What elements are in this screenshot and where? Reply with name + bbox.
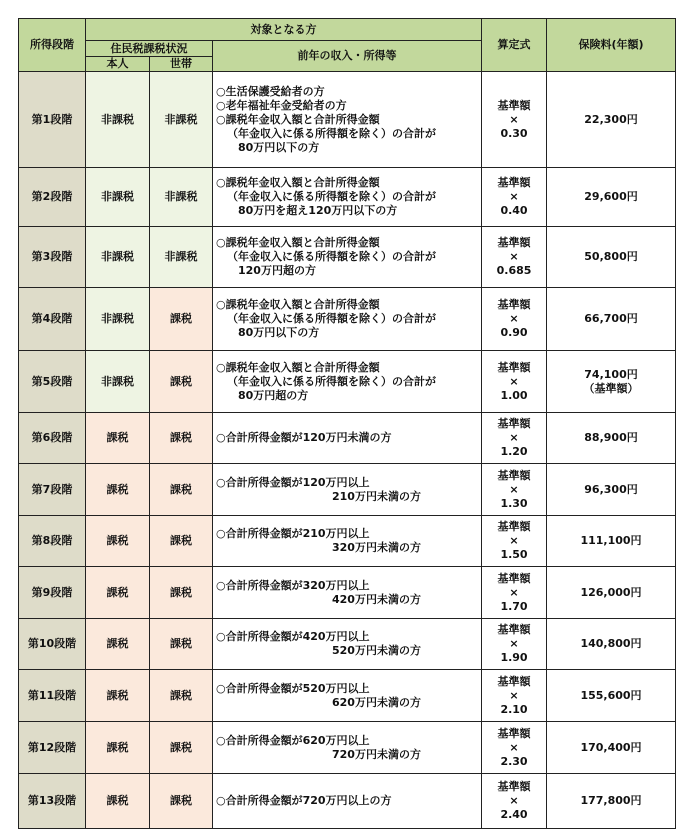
header-resident-tax: 住民税課税状況 [86,41,213,57]
table-row [19,670,676,722]
condition-line: ○合計所得金額が320万円以上 [216,578,370,592]
condition-cell [213,288,482,351]
condition-line: （年金収入に係る所得額を除く）の合計が [227,374,436,388]
condition-cell [213,774,482,829]
amount-cell [547,413,676,464]
formula-line: × [509,637,519,650]
self-tax-cell: 課税 [86,722,150,774]
table-row [19,567,676,619]
condition-cell [213,72,482,168]
condition-line: 320万円未満の方 [332,541,421,554]
stage-cell: 第10段階 [19,619,86,670]
formula-line: 基準額 [497,176,531,189]
formula-cell [482,670,547,722]
amount-cell [547,72,676,168]
household-tax-cell: 課税 [150,413,213,464]
formula-cell [482,516,547,567]
condition-cell [213,351,482,413]
header-premium: 保険料(年額) [547,19,676,72]
condition-cell [213,464,482,516]
formula-line: × [509,688,519,702]
self-tax-cell: 課税 [86,516,150,567]
condition-line: ○課税年金収入額と合計所得金額 [216,176,380,189]
table-row [19,72,676,168]
formula-line: 基準額 [497,98,531,112]
condition-line: 210万円未満の方 [332,489,421,503]
household-tax-cell: 課税 [150,619,213,670]
formula-line: × [509,431,519,444]
condition-cell [213,413,482,464]
amount-line: （基準額） [583,381,639,395]
household-tax-cell: 課税 [150,670,213,722]
formula-line: × [509,482,519,496]
formula-line: 2.10 [500,702,528,716]
header-household: 世帯 [150,57,213,72]
amount-line: 177,800円 [580,794,642,807]
formula-line: × [509,250,519,263]
household-tax-cell: 非課税 [150,168,213,227]
formula-line: × [509,585,519,599]
condition-line: 420万円未満の方 [332,592,421,606]
formula-cell [482,567,547,619]
formula-line: 1.90 [500,651,528,664]
amount-line: 170,400円 [580,740,642,754]
condition-line: ○課税年金収入額と合計所得金額 [216,360,380,374]
condition-line: ○合計所得金額が120万円未満の方 [216,431,392,444]
stage-cell: 第4段階 [19,288,86,351]
formula-line: 2.30 [500,754,528,768]
condition-line: 80万円以下の方 [238,326,320,339]
condition-line: 620万円未満の方 [332,695,421,709]
formula-line: 基準額 [497,623,531,636]
formula-line: 0.90 [500,326,528,339]
formula-cell [482,464,547,516]
condition-cell [213,722,482,774]
condition-cell [213,670,482,722]
formula-line: 基準額 [497,298,531,311]
amount-cell [547,619,676,670]
formula-cell [482,351,547,413]
amount-line: 66,700円 [584,312,638,325]
amount-line: 111,100円 [580,534,642,547]
condition-line: （年金収入に係る所得額を除く）の合計が [227,126,436,140]
condition-cell [213,168,482,227]
amount-cell [547,670,676,722]
formula-line: 1.00 [500,388,528,402]
table-row [19,227,676,288]
condition-line: ○課税年金収入額と合計所得金額 [216,298,380,311]
condition-line: ○合計所得金額が420万円以上 [216,630,370,643]
amount-line: 29,600円 [584,190,638,203]
stage-cell: 第12段階 [19,722,86,774]
stage-cell: 第6段階 [19,413,86,464]
stage-cell: 第1段階 [19,72,86,168]
condition-cell [213,227,482,288]
stage-cell: 第8段階 [19,516,86,567]
formula-line: 0.30 [500,126,528,140]
formula-line: 1.70 [500,599,528,613]
table-row [19,288,676,351]
formula-cell [482,722,547,774]
formula-line: 1.50 [500,548,528,561]
amount-line: 96,300円 [584,482,638,496]
amount-line: 22,300円 [584,112,638,126]
stage-cell: 第7段階 [19,464,86,516]
formula-cell [482,413,547,464]
condition-line: ○課税年金収入額と合計所得金額 [216,112,380,126]
formula-line: 基準額 [497,520,531,533]
condition-line: ○合計所得金額が120万円以上 [216,475,370,489]
formula-cell [482,774,547,829]
table-body [19,72,676,829]
stage-cell: 第11段階 [19,670,86,722]
formula-cell [482,619,547,670]
stage-cell: 第9段階 [19,567,86,619]
formula-line: × [509,112,519,126]
condition-line: ○課税年金収入額と合計所得金額 [216,236,380,249]
formula-line: × [509,374,519,388]
amount-cell [547,288,676,351]
condition-line: 80万円を超え120万円以下の方 [238,204,398,217]
condition-line: （年金収入に係る所得額を除く）の合計が [227,190,436,203]
header-target: 対象となる方 [86,19,482,41]
stage-cell: 第2段階 [19,168,86,227]
stage-cell: 第13段階 [19,774,86,829]
household-tax-cell: 非課税 [150,227,213,288]
condition-line: 520万円未満の方 [332,644,421,657]
condition-line: ○合計所得金額が720万円以上の方 [216,794,392,807]
condition-line: ○合計所得金額が620万円以上 [216,733,370,747]
self-tax-cell: 非課税 [86,288,150,351]
formula-line: × [509,534,519,547]
condition-line: ○老年福祉年金受給者の方 [216,98,347,112]
household-tax-cell: 課税 [150,722,213,774]
formula-line: 基準額 [497,571,531,585]
condition-line: （年金収入に係る所得額を除く）の合計が [227,312,436,325]
amount-cell [547,168,676,227]
premium-table [18,18,676,829]
amount-line: 140,800円 [580,637,642,650]
table-row [19,774,676,829]
formula-line: 基準額 [497,726,531,740]
amount-cell [547,722,676,774]
amount-line: 88,900円 [584,431,638,444]
amount-cell [547,774,676,829]
stage-cell: 第3段階 [19,227,86,288]
amount-cell [547,516,676,567]
condition-cell [213,619,482,670]
formula-line: × [509,740,519,754]
header-formula: 算定式 [482,19,547,72]
condition-line: ○合計所得金額が210万円以上 [216,527,370,540]
amount-cell [547,227,676,288]
amount-cell [547,351,676,413]
household-tax-cell: 課税 [150,464,213,516]
condition-line: （年金収入に係る所得額を除く）の合計が [227,250,436,263]
table-row [19,722,676,774]
household-tax-cell: 課税 [150,567,213,619]
formula-line: 0.40 [500,204,528,217]
household-tax-cell: 非課税 [150,72,213,168]
household-tax-cell: 課税 [150,351,213,413]
formula-line: 0.685 [496,264,532,277]
formula-line: 基準額 [497,468,531,482]
condition-line: 80万円以下の方 [238,140,320,154]
self-tax-cell: 課税 [86,464,150,516]
table-row [19,168,676,227]
formula-cell [482,227,547,288]
self-tax-cell: 課税 [86,567,150,619]
formula-line: 基準額 [497,236,531,249]
formula-line: × [509,190,519,203]
formula-line: 基準額 [497,674,531,688]
formula-line: 基準額 [497,417,531,430]
condition-line: 720万円未満の方 [332,747,421,761]
condition-line: ○生活保護受給者の方 [216,84,325,98]
formula-line: 1.20 [500,445,528,458]
condition-line: ○合計所得金額が520万円以上 [216,681,370,695]
formula-cell [482,72,547,168]
amount-line: 50,800円 [584,250,638,263]
self-tax-cell: 非課税 [86,227,150,288]
condition-line: 80万円超の方 [238,388,309,402]
formula-line: 1.30 [500,496,528,510]
self-tax-cell: 非課税 [86,351,150,413]
household-tax-cell: 課税 [150,288,213,351]
formula-line: 基準額 [497,360,531,374]
formula-line: 基準額 [497,780,531,793]
self-tax-cell: 課税 [86,670,150,722]
formula-line: × [509,794,519,807]
table-row [19,516,676,567]
self-tax-cell: 課税 [86,413,150,464]
condition-cell [213,516,482,567]
formula-cell [482,288,547,351]
table-row [19,351,676,413]
self-tax-cell: 課税 [86,619,150,670]
amount-cell [547,464,676,516]
condition-cell [213,567,482,619]
household-tax-cell: 課税 [150,774,213,829]
formula-cell [482,168,547,227]
formula-line: × [509,312,519,325]
table-row [19,464,676,516]
self-tax-cell: 課税 [86,774,150,829]
amount-cell [547,567,676,619]
header-income: 前年の収入・所得等 [213,41,482,72]
formula-line: 2.40 [500,808,528,821]
table-row [19,413,676,464]
header-stage: 所得段階 [19,19,86,72]
condition-line: 120万円超の方 [238,264,316,277]
stage-cell: 第5段階 [19,351,86,413]
household-tax-cell: 課税 [150,516,213,567]
amount-line: 126,000円 [580,585,642,599]
self-tax-cell: 非課税 [86,72,150,168]
amount-line: 74,100円 [584,367,638,381]
table-row [19,619,676,670]
self-tax-cell: 非課税 [86,168,150,227]
amount-line: 155,600円 [580,688,642,702]
header-self: 本人 [86,57,150,72]
